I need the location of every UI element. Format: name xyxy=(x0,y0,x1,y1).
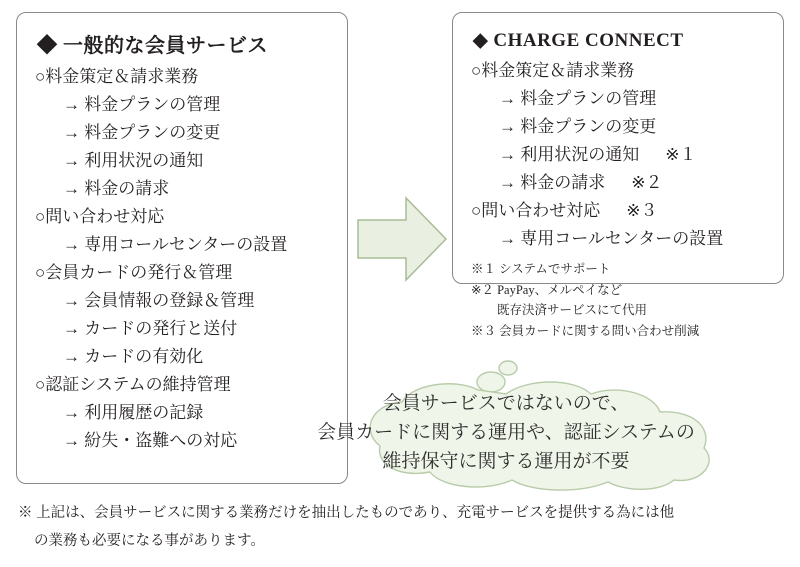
list-item: ○問い合わせ対応 xyxy=(35,207,165,226)
charge-connect-panel xyxy=(452,12,784,338)
footnote-group xyxy=(471,263,769,337)
list-item-mark: ※１ xyxy=(665,145,697,164)
list-item-label: → 料金プランの管理 xyxy=(499,89,657,108)
list-item: → 紛失・盗難への対応 xyxy=(63,431,238,450)
cloud-line: 会員カードに関する運用や、認証システムの xyxy=(317,421,695,443)
cloud-line: 維持保守に関する運用が不要 xyxy=(382,450,630,472)
list-item: ○会員カードの発行＆管理 xyxy=(35,263,233,282)
cloud-line: 会員サービスではないので、 xyxy=(382,393,630,414)
bottom-footnote-line-1: ※ 上記は、会員サービスに関する業務だけを抽出したものであり、充電サービスを提供する為には他 xyxy=(18,505,675,521)
list-item xyxy=(471,146,769,163)
list-item: → 専用コールセンターの設置 xyxy=(63,235,288,254)
bottom-footnote-line-2: の業務も必要になる事があります。 xyxy=(34,532,265,549)
footnote-item: ※３ 会員カードに関する問い合わせ削減 xyxy=(471,323,700,338)
list-item: → カードの有効化 xyxy=(63,347,204,366)
list-item-mark: ※２ xyxy=(631,173,663,192)
list-item xyxy=(471,174,769,191)
list-item: → 利用履歴の記録 xyxy=(63,403,204,422)
list-item: → 料金プランの管理 xyxy=(63,95,221,114)
bottom-footnote xyxy=(18,500,782,555)
list-item xyxy=(471,230,769,247)
footnote-item-continuation: 既存決済サービスにて代用 xyxy=(497,303,648,317)
list-item: → 利用状況の通知 xyxy=(63,151,204,170)
list-item-label: → 料金プランの変更 xyxy=(499,117,657,136)
list-item: → 料金プランの変更 xyxy=(63,123,221,142)
footnote-item: ※１ システムでサポート xyxy=(471,262,611,276)
right-arrow-icon xyxy=(356,196,448,282)
list-item xyxy=(471,90,769,107)
right-panel-title: ◆ CHARGE CONNECT xyxy=(473,30,684,51)
cloud-callout-text xyxy=(256,390,756,477)
list-item: ○料金策定＆請求業務 xyxy=(35,67,199,86)
list-item xyxy=(471,202,769,219)
list-item-label: → 利用状況の通知 xyxy=(499,145,640,164)
footnote-item: ※２ PayPay、メルペイなど xyxy=(471,282,623,297)
list-item: → カードの発行と送付 xyxy=(63,319,238,338)
list-item: ○認証システムの維持管理 xyxy=(35,375,231,394)
list-item: → 料金の請求 xyxy=(63,179,170,198)
list-item xyxy=(471,62,769,79)
list-item-mark: ※３ xyxy=(626,201,658,220)
list-item-label: ○問い合わせ対応 xyxy=(471,201,601,220)
list-item: → 会員情報の登録＆管理 xyxy=(63,291,255,310)
left-panel-title: ◆ 一般的な会員サービス xyxy=(37,35,268,57)
list-item-label: → 料金の請求 xyxy=(499,173,606,192)
list-item-label: ○料金策定＆請求業務 xyxy=(471,61,635,80)
list-item-label: → 専用コールセンターの設置 xyxy=(499,229,724,248)
cloud-callout xyxy=(256,360,756,492)
list-item xyxy=(471,118,769,135)
